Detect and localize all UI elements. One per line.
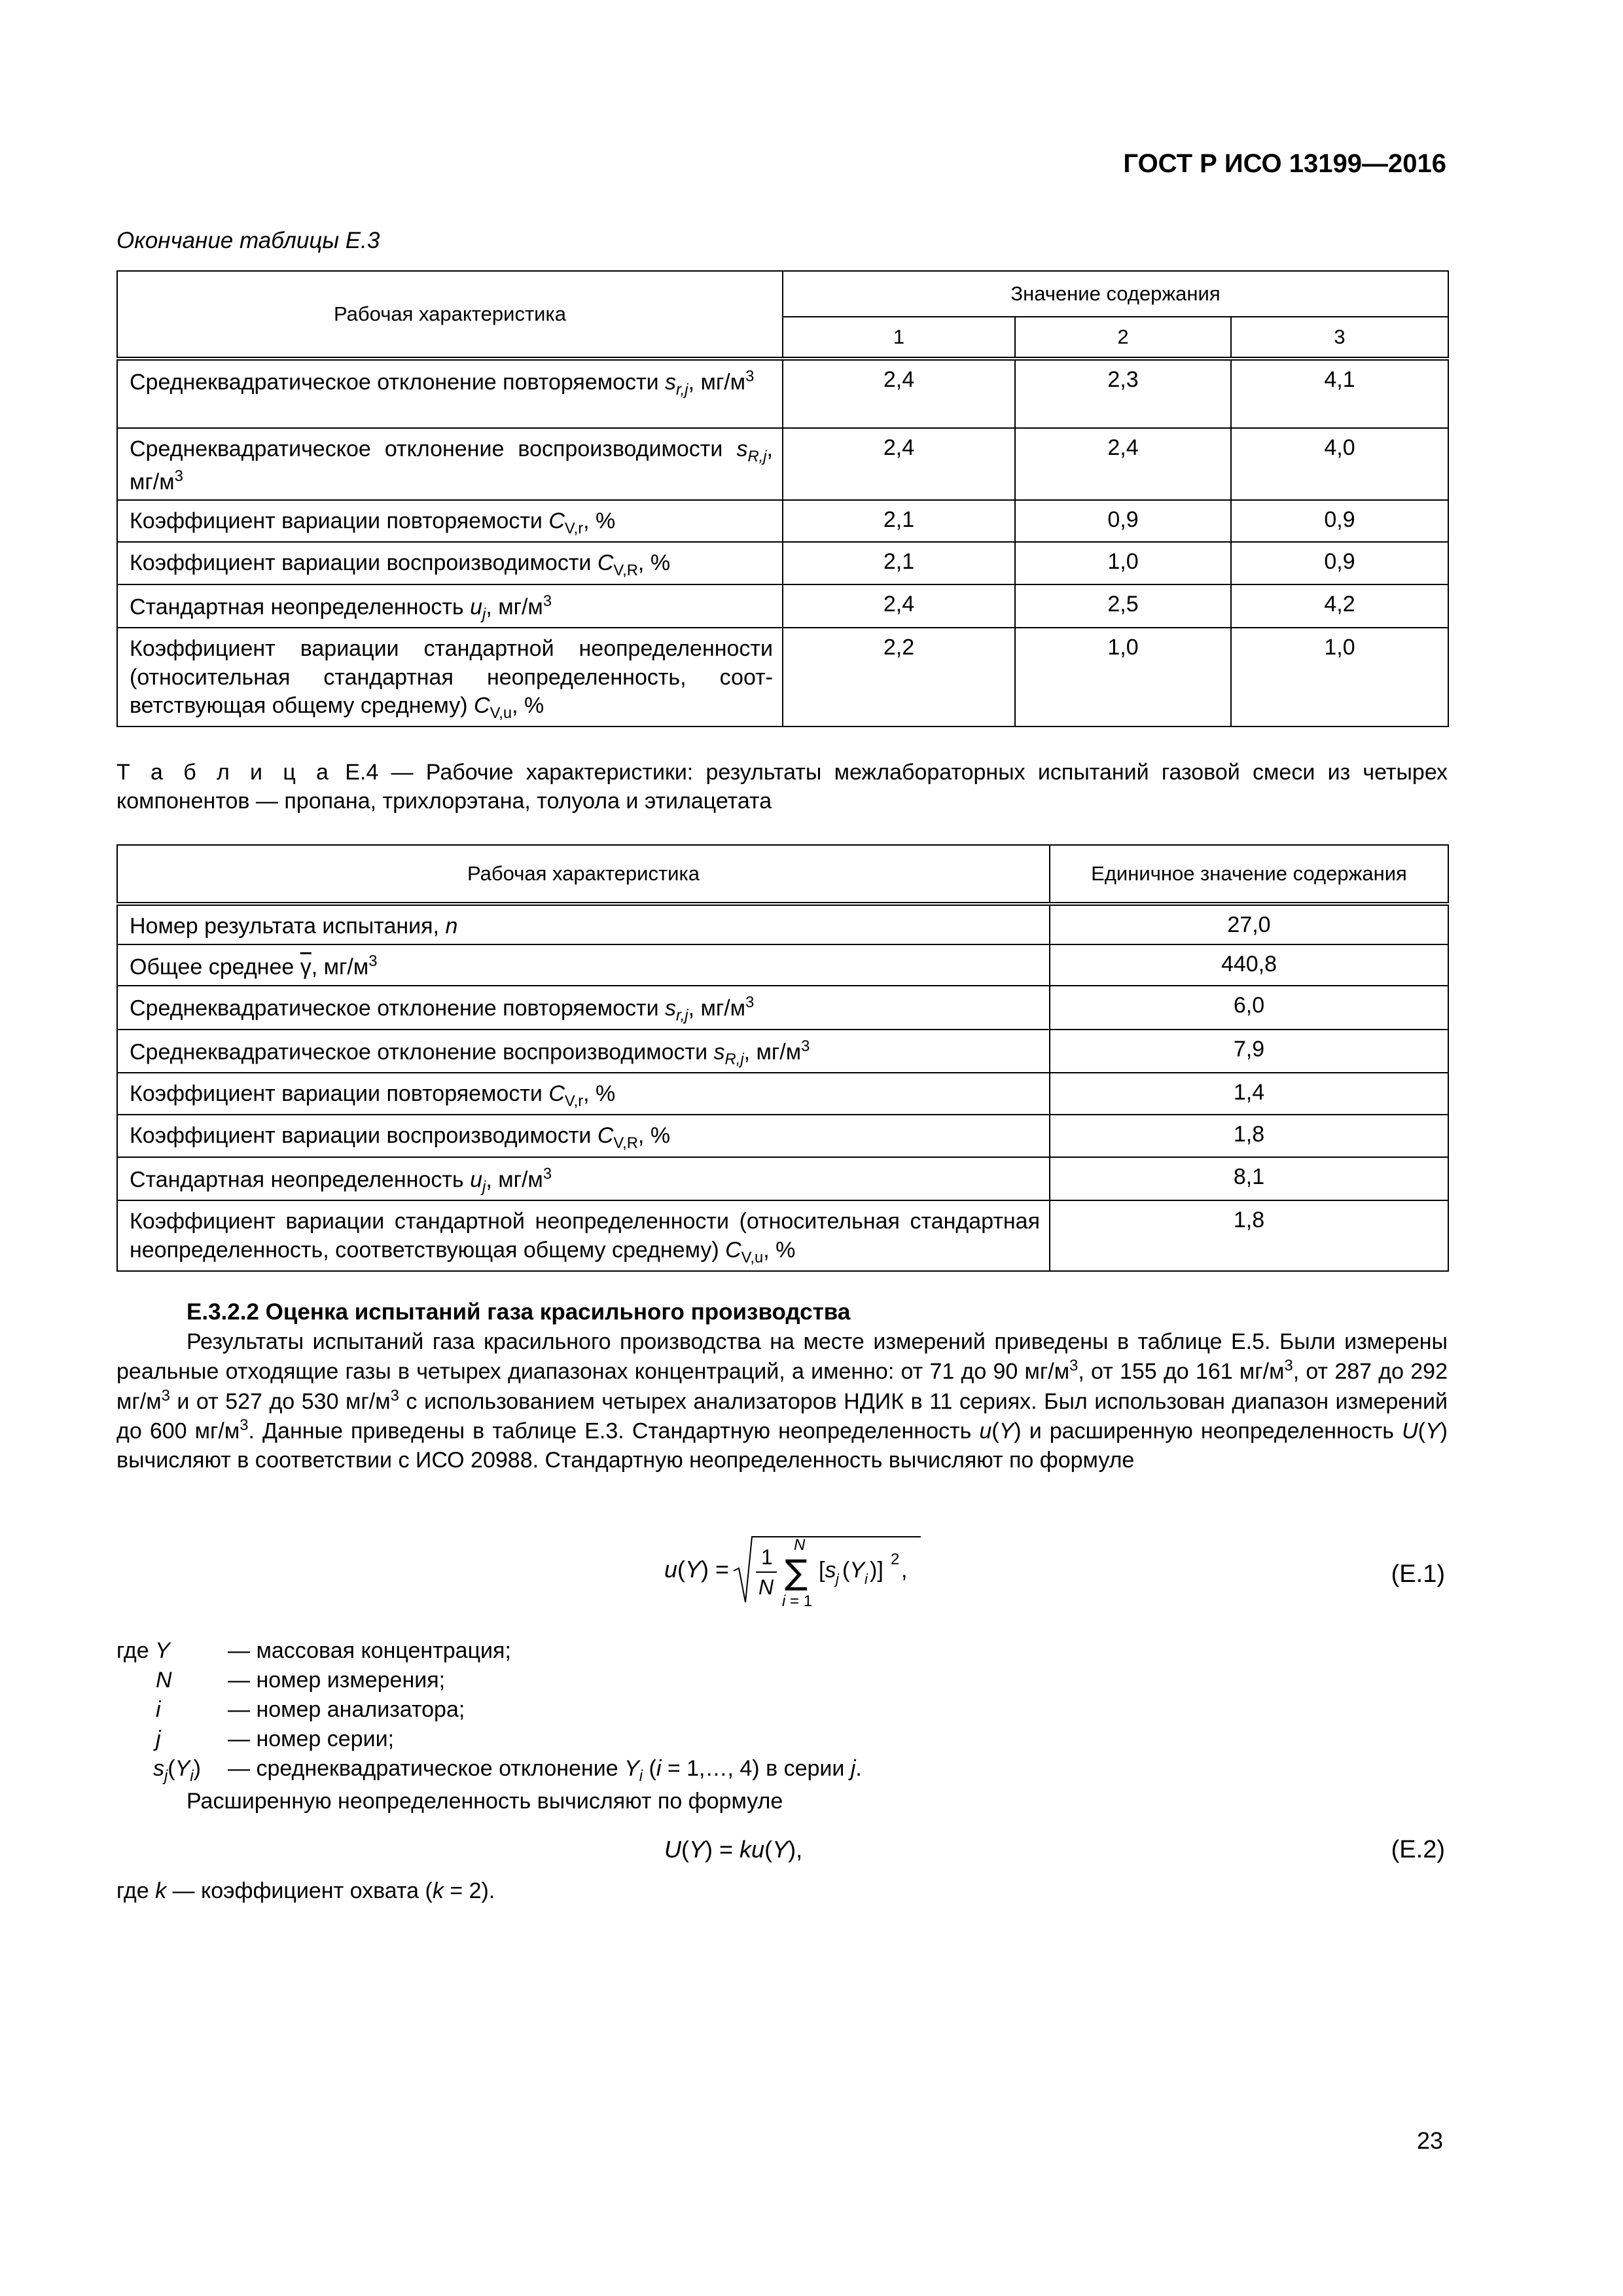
table-e3-col-2: 2 [1015,317,1231,359]
cell-value: 2,4 [1015,428,1231,500]
table-e3-col-1: 1 [783,317,1015,359]
svg-text:∑: ∑ [785,1553,808,1592]
where-desc: — номер измерения; [228,1667,446,1693]
where-desc: — номер анализатора; [228,1696,465,1722]
where-symbol: i [156,1696,161,1722]
list-item [116,1725,1144,1754]
row-label: Общее среднее $\overline{\gamma}$, $мг/м^3$ [117,944,1050,986]
caption-prefix: Т а б л и ц а [116,760,332,785]
where-list [116,1636,1144,1786]
label-text: Среднеквадратическое отклонение повторяемости $s_{r,j}$, $мг/м^3$ [130,368,755,399]
row-label: Среднеквадратическое отклонение воспроизводимости $s_{R,j}$, $мг/м^3$ [117,428,783,500]
where-desc: — среднеквадратическое отклонение $Y_i$ (i = 1,…, 4) в серии j. [228,1755,862,1785]
table-row [117,1157,1448,1201]
table-row [117,584,1448,628]
svg-text:i = 1: i = 1 [782,1592,813,1610]
table-row [117,628,1448,726]
table-e3-group-header: Значение содержания [783,271,1448,317]
table-e4-col-header: Рабочая характеристика [117,845,1050,904]
cell-value: 4,2 [1231,584,1448,628]
svg-text:)]: )] [870,1558,883,1583]
page-number: 23 [1416,2127,1443,2154]
table-row [117,1200,1448,1271]
equation-number-e1: (Е.1) [1391,1560,1445,1588]
cell-value: 0,9 [1015,500,1231,542]
expanded-intro: Расширенную неопределенность вычисляют по формуле [187,1789,783,1814]
svg-text:[s: [s [819,1558,836,1583]
table-e4-caption [116,758,1448,816]
svg-text:Y: Y [685,1556,702,1583]
table-e4 [116,844,1449,1272]
where-symbol: $s_j(Y_i)$ [153,1755,201,1785]
row-label: Коэффициент вариации стандартной неопределенности (относительная стандартная неопределенность, соответствующая общему среднему) $C_{V,u}$, % [117,628,783,726]
formula-e1-graphic [664,1525,939,1617]
list-item [116,1636,1144,1666]
table-row [117,1030,1448,1073]
row-label: Коэффициент вариации повторяемости $C_{V,r}$, % [117,1073,1050,1115]
svg-text:u: u [664,1556,678,1583]
cell-value: 4,1 [1231,359,1448,428]
table-row [117,986,1448,1030]
table-row [117,428,1448,500]
document-header: ГОСТ Р ИСО 13199—2016 [1123,149,1446,178]
svg-text:1: 1 [761,1545,773,1569]
where-desc: — массовая концентрация; [228,1638,511,1663]
list-item [116,1695,1144,1725]
cell-value: 27,0 [1050,904,1448,944]
cell-value: 0,9 [1231,542,1448,584]
list-item [116,1754,1144,1786]
caption-text: Е.4 — Рабочие характеристики: результаты межлабораторных испытаний газовой смеси из четырех компонентов — пропана, трихлорэтана, толуола и этилацетата [116,760,1448,814]
formula-e1 [664,1525,939,1623]
section-title: Е.3.2.2 Оценка испытаний газа красильного производства [187,1299,851,1325]
svg-text:,: , [901,1558,908,1583]
table-e4-value-header: Единичное значение содержания [1050,845,1448,904]
section-paragraph: Результаты испытаний газа красильного производства на месте измерений приведены в таблице Е.5. Были измерены реальные отходящие газы в четырех диапазонах концентраций, а именно: от 71 до 90 $мг/м^3$, от 155 до 161 $мг/м^3$, от 287 до 292 $мг/м^3$ и от 527 до 530 $мг/м^3$ с использованием четырех анализаторов НДИК в 11 сериях. Был использован диапазон измерений до 600 $мг/м^3$. Данные приведены в таблице Е.3. Стандартную неопределенность u(Y) и расширенную неопределенность U(Y) вычисляют в соответствии с ИСО 20988. Стандартную неопределенность вычисляют по формуле [116,1329,1448,1473]
row-label: Среднеквадратическое отклонение повторяемости $s_{r,j}$, $мг/м^3$ [117,986,1050,1030]
row-label: Коэффициент вариации повторяемости $C_{V,r}$, % [117,500,783,542]
cell-value: 8,1 [1050,1157,1448,1201]
where-desc: — номер серии; [228,1726,395,1751]
table-row [117,904,1448,944]
svg-text:i: i [865,1571,868,1587]
table-row [117,542,1448,584]
cell-value: 2,4 [783,428,1015,500]
table-row [117,944,1448,986]
where-symbol: где Y [116,1638,170,1663]
cell-value: 1,0 [1231,628,1448,726]
equation-number-e2: (Е.2) [1391,1836,1445,1863]
svg-text:j: j [836,1571,839,1587]
row-label: Среднеквадратическое отклонение воспроизводимости $s_{R,j}$, $мг/м^3$ [117,1030,1050,1073]
cell-value: 1,8 [1050,1200,1448,1271]
table-e3-col-header: Рабочая характеристика [117,271,783,359]
formula-e2: U(Y) = ku(Y), [664,1836,803,1863]
cell-value: 1,8 [1050,1115,1448,1157]
row-label: Стандартная неопределенность $u_j$, $мг/м^3$ [117,1157,1050,1201]
svg-text:N: N [758,1575,774,1599]
cell-value: 2,3 [1015,359,1231,428]
row-label: Коэффициент вариации воспроизводимости $C_{V,R}$, % [117,542,783,584]
table-row [117,359,1448,428]
row-label: Номер результата испытания, n [117,904,1050,944]
table-continuation-label: Окончание таблицы Е.3 [116,228,380,253]
row-label [117,359,783,428]
list-item [116,1666,1144,1695]
cell-value: 2,2 [783,628,1015,726]
cell-value: 6,0 [1050,986,1448,1030]
cell-value: 2,4 [783,584,1015,628]
k-definition: где k — коэффициент охвата (k = 2). [116,1878,495,1903]
cell-value: 7,9 [1050,1030,1448,1073]
cell-value: 2,1 [783,542,1015,584]
table-row [117,1073,1448,1115]
svg-text:2: 2 [891,1551,900,1568]
cell-value: 2,1 [783,500,1015,542]
svg-text:) =: ) = [701,1556,730,1583]
table-e3-col-3: 3 [1231,317,1448,359]
cell-value: 1,4 [1050,1073,1448,1115]
cell-value: 1,0 [1015,542,1231,584]
svg-text:(Y: (Y [842,1558,865,1583]
row-label: Стандартная неопределенность $u_j$, $мг/м^3$ [117,584,783,628]
cell-value: 4,0 [1231,428,1448,500]
cell-value: 440,8 [1050,944,1448,986]
svg-text:(: ( [677,1556,685,1583]
table-row [117,500,1448,542]
row-label: Коэффициент вариации стандартной неопределенности (относительная стандартная неопределенность, соответствующая общему среднему) $C_{V,u}$, % [117,1200,1050,1271]
cell-value: 1,0 [1015,628,1231,726]
svg-text:N: N [794,1536,806,1554]
cell-value: 2,4 [783,359,1015,428]
cell-value: 2,5 [1015,584,1231,628]
row-label: Коэффициент вариации воспроизводимости $C_{V,R}$, % [117,1115,1050,1157]
table-row [117,1115,1448,1157]
cell-value: 0,9 [1231,500,1448,542]
where-symbol: j [156,1726,161,1751]
where-symbol: N [156,1667,172,1693]
table-e3 [116,270,1449,727]
